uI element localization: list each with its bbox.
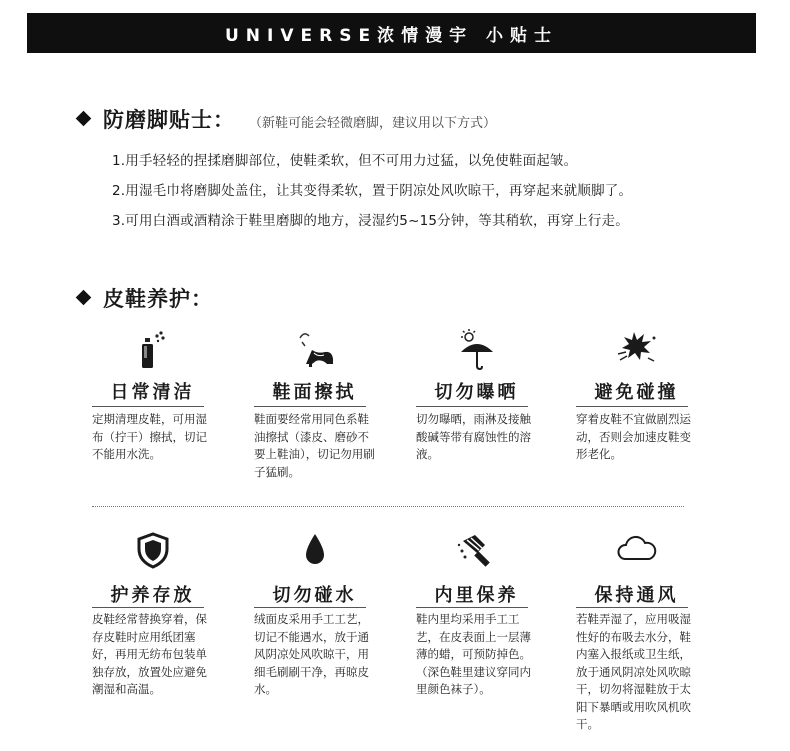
section-note: （新鞋可能会轻微磨脚，建议用以下方式） [249,116,497,131]
header-banner [27,13,756,53]
section-heading-anti-chafe [78,104,496,134]
card-description: 穿着皮鞋不宜做剧烈运动，否则会加速皮鞋变形老化。 [576,412,691,461]
card-description: 鞋内里均采用手工工艺，在皮表面上一层薄薄的蜡，可预防掉色。（深色鞋里建议穿同内里颜色袜子）。 [416,612,531,696]
card-title: 保持通风 [594,585,679,606]
card-description: 绒面皮采用手工工艺，切记不能遇水，放于通风阴凉处风吹晾干，用细毛刷刷干净，再晾皮水。 [254,612,369,696]
section-title: 皮鞋养护： [103,287,213,311]
card-divider [254,607,366,608]
tips-list [112,146,752,236]
card-description: 定期清理皮鞋，可用湿布（拧干）擦拭，切记不能用水洗。 [92,412,207,461]
card-divider [254,406,366,407]
card-title: 护养存放 [110,585,195,606]
card-title: 切勿碰水 [272,585,357,606]
diamond-bullet-icon [76,290,92,306]
paint-brush-icon [414,531,539,577]
collision-icon [574,328,699,374]
card-description: 切勿曝晒，雨淋及接触酸碱等带有腐蚀性的溶液。 [416,412,531,461]
card-title: 切勿曝晒 [434,382,519,403]
sun-umbrella-icon [414,328,539,374]
section-heading-care [78,283,213,313]
card-divider [416,607,528,608]
shield-icon [90,531,215,577]
high-heel-shoe-icon [252,328,377,374]
tip-item: 3.可用白酒或酒精涂于鞋里磨脚的地方，浸湿约5~15分钟，等其稍软，再穿上行走。 [112,213,629,229]
tip-item: 1.用手轻轻的捏揉磨脚部位，使鞋柔软，但不可用力过猛，以免使鞋面起皱。 [112,153,578,169]
cloud-icon [574,531,699,577]
banner-title: UNIVERSE浓情漫宇 小贴士 [225,25,558,46]
card-title: 内里保养 [434,585,519,606]
section-divider [92,506,684,507]
card-title: 日常清洁 [110,382,195,403]
card-divider [576,607,688,608]
card-divider [576,406,688,407]
card-title: 鞋面擦拭 [272,382,357,403]
section-title: 防磨脚贴士： [103,108,235,132]
water-drop-icon [252,531,377,577]
card-title: 避免碰撞 [594,382,679,403]
card-divider [92,607,204,608]
card-description: 若鞋弄湿了，应用吸湿性好的布吸去水分，鞋内塞入报纸或卫生纸，放于通风阴凉处风吹晾干，切勿将湿鞋放于太阳下暴晒或用吹风机吹干。 [576,612,691,731]
diamond-bullet-icon [76,111,92,127]
cleaning-spray-icon [90,328,215,374]
card-description: 鞋面要经常用同色系鞋油擦拭（漆皮、磨砂不要上鞋油），切记勿用刷子猛刷。 [254,412,375,479]
tip-item: 2.用湿毛巾将磨脚处盖住，让其变得柔软，置于阴凉处风吹晾干，再穿起来就顺脚了。 [112,183,633,199]
card-divider [416,406,528,407]
card-description: 皮鞋经常替换穿着，保存皮鞋时应用纸团塞好，再用无纺布包装单独存放，放置处应避免潮湿和高温。 [92,612,207,696]
card-divider [92,406,204,407]
